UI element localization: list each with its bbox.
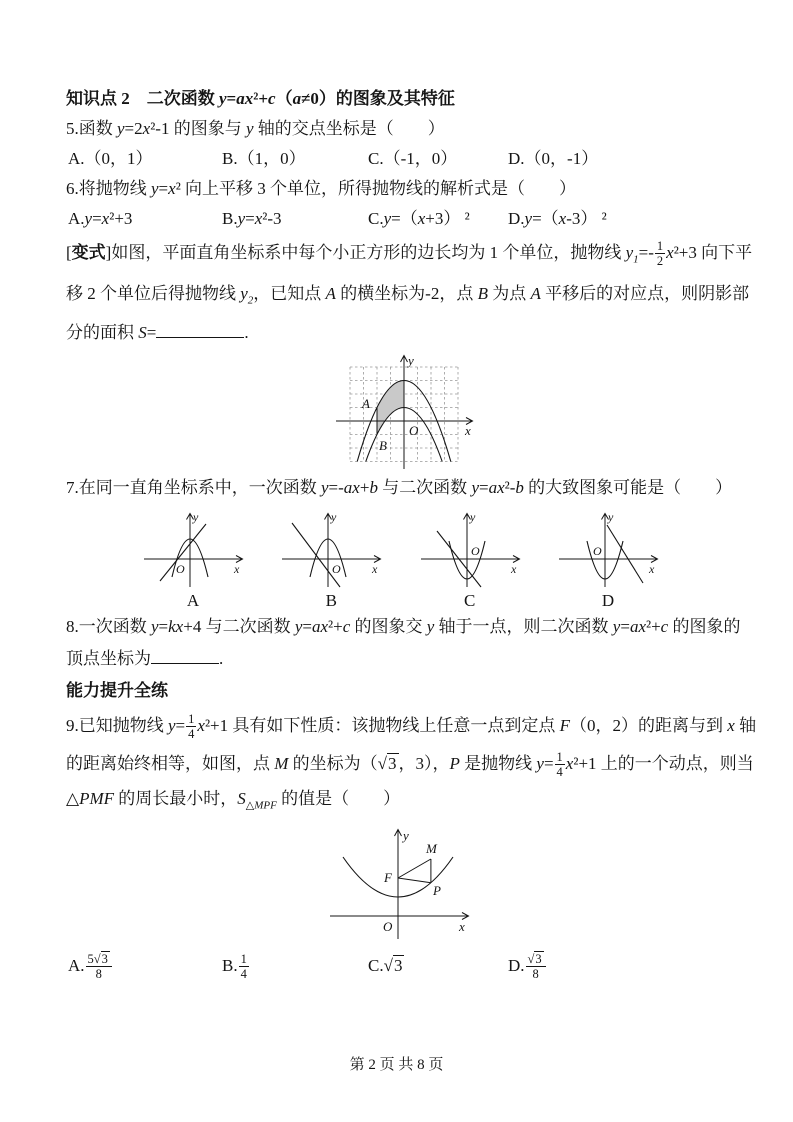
graph-b-figure (276, 507, 386, 591)
graph-b-y-label: y (331, 509, 337, 524)
graph-d-figure (553, 507, 663, 591)
option-9b: B. $\frac{1}{4}$ (222, 952, 247, 982)
graph-d-line (607, 525, 643, 583)
problem-7-graphs (66, 503, 735, 611)
graph-c-x-label: x (510, 561, 516, 576)
graph-a-label: A (186, 590, 200, 610)
problem-9-line-1: 9.已知抛物线 y= $\frac{1}{4}$ x²+1 具有如下性质：该抛物线上任意一点到定点 F（0，2）的距离与到 x 轴 (66, 711, 757, 741)
figure-parabola-grid (66, 349, 735, 473)
problem-5-options (66, 144, 735, 174)
graph-c-origin-label: O (470, 543, 480, 558)
problem-9-line-3: △PMF 的周长最小时，$S_{\triangle MPF}$ 的值是（ ） (66, 788, 401, 812)
point-a-label: A (361, 395, 370, 411)
graph-a-y-label: y (193, 509, 199, 524)
x-axis-label: x (464, 422, 471, 438)
option-5d: D.（0，-1） (508, 149, 599, 168)
graph-c-figure (415, 507, 525, 591)
option-9c: C.√3 (368, 956, 403, 976)
problem-8-line-1: 8.一次函数 y=kx+4 与二次函数 y=ax²+c 的图象交 y 轴于一点，则二次函数 y=ax²+c 的图象的 (66, 616, 741, 636)
y-axis-label: y (407, 352, 414, 368)
option-6a: A.y=x²+3 (68, 209, 133, 228)
origin-label: O (382, 919, 392, 935)
figure-focus-parabola (66, 821, 735, 943)
option-5a: A.（0，1） (68, 149, 153, 168)
graph-b-line (292, 523, 340, 587)
option-9a: A. $\frac{5√3}{8}$ (68, 943, 222, 989)
graph-d-label: D (601, 590, 615, 610)
axes (336, 352, 473, 469)
graph-option-b (276, 507, 386, 611)
option-6b: B.y=x²-3 (222, 209, 282, 228)
graph-d-x-label: x (648, 561, 655, 576)
graph-option-d (553, 507, 663, 611)
knowledge-point-2-title: 知识点 2 二次函数 y=ax²+c（a≠0）的图象及其特征 (66, 89, 455, 108)
graph-a-origin-label: O (176, 561, 185, 576)
problem-9-line-2: 的距离始终相等，如图，点 M 的坐标为（√3 ，3），P 是抛物线 y= $\frac{1}{4}$ x²+1 上的一个动点，则当 (66, 749, 754, 779)
option-6d: D.y=（x-3） ² (508, 209, 607, 228)
graph-c-y-label: y (469, 509, 475, 524)
option-9d: D. $\frac{√3}{8}$ (508, 943, 735, 989)
variant-problem-line-2: 移 2 个单位后得抛物线 $y_2$，已知点 A 的横坐标为-2，点 B 为点 A 平移后的对应点，则阴影部 (66, 284, 750, 307)
graph-c-label: C (463, 590, 476, 610)
option-5b: B.（1，0） (222, 149, 306, 168)
problem-6-text: 6.将抛物线 y=x² 向上平移 3 个单位，所得抛物线的解析式是（ ） (66, 179, 577, 198)
section-heading-ability: 能力提升全练 (66, 680, 168, 700)
problem-5-text: 5.函数 y=2x²-1 的图象与 y 轴的交点坐标是（ ） (66, 119, 445, 138)
problem-7-text: 7.在同一直角坐标系中，一次函数 y=-ax+b 与二次函数 y=ax²-b 的大致图象可能是（ ） (66, 477, 733, 497)
graph-d-y-label: y (607, 509, 614, 524)
x-axis-label: x (458, 919, 465, 935)
origin-label: O (408, 422, 418, 438)
point-f-label: F (383, 870, 392, 886)
point-b-label: B (378, 437, 387, 453)
graph-b-origin-label: O (332, 561, 341, 576)
variant-problem-line-3: 分的面积 S= . (66, 322, 249, 342)
variant-problem-line-1: [变式]如图，平面直角坐标系中每个小正方形的边长均为 1 个单位，抛物线 $y_1=-$ $\frac{1}{2}$ x²+3 向下平 (66, 239, 753, 268)
option-5c: C.（-1，0） (368, 149, 458, 168)
grid-parabola-figure (326, 349, 476, 473)
problem-8-line-2: 顶点坐标为 . (66, 648, 224, 668)
problem-9-options (66, 943, 735, 989)
graph-a-figure (138, 507, 248, 591)
y-axis-label: y (402, 828, 409, 844)
focus-parabola-figure (326, 821, 476, 943)
triangle-fmp (398, 859, 431, 883)
page-number: 第 2 页 共 8 页 (349, 1057, 444, 1073)
graph-a-x-label: x (234, 561, 240, 576)
point-p-label: P (432, 883, 441, 899)
option-6c: C.y=（x+3） ² (368, 209, 470, 228)
problem-6-options (66, 204, 735, 234)
graph-option-a (138, 507, 248, 611)
axes (330, 830, 469, 940)
graph-b-label: B (325, 590, 337, 610)
graph-option-c (415, 507, 525, 611)
graph-d-origin-label: O (592, 543, 602, 558)
point-m-label: M (425, 841, 437, 857)
graph-b-x-label: x (372, 561, 378, 576)
